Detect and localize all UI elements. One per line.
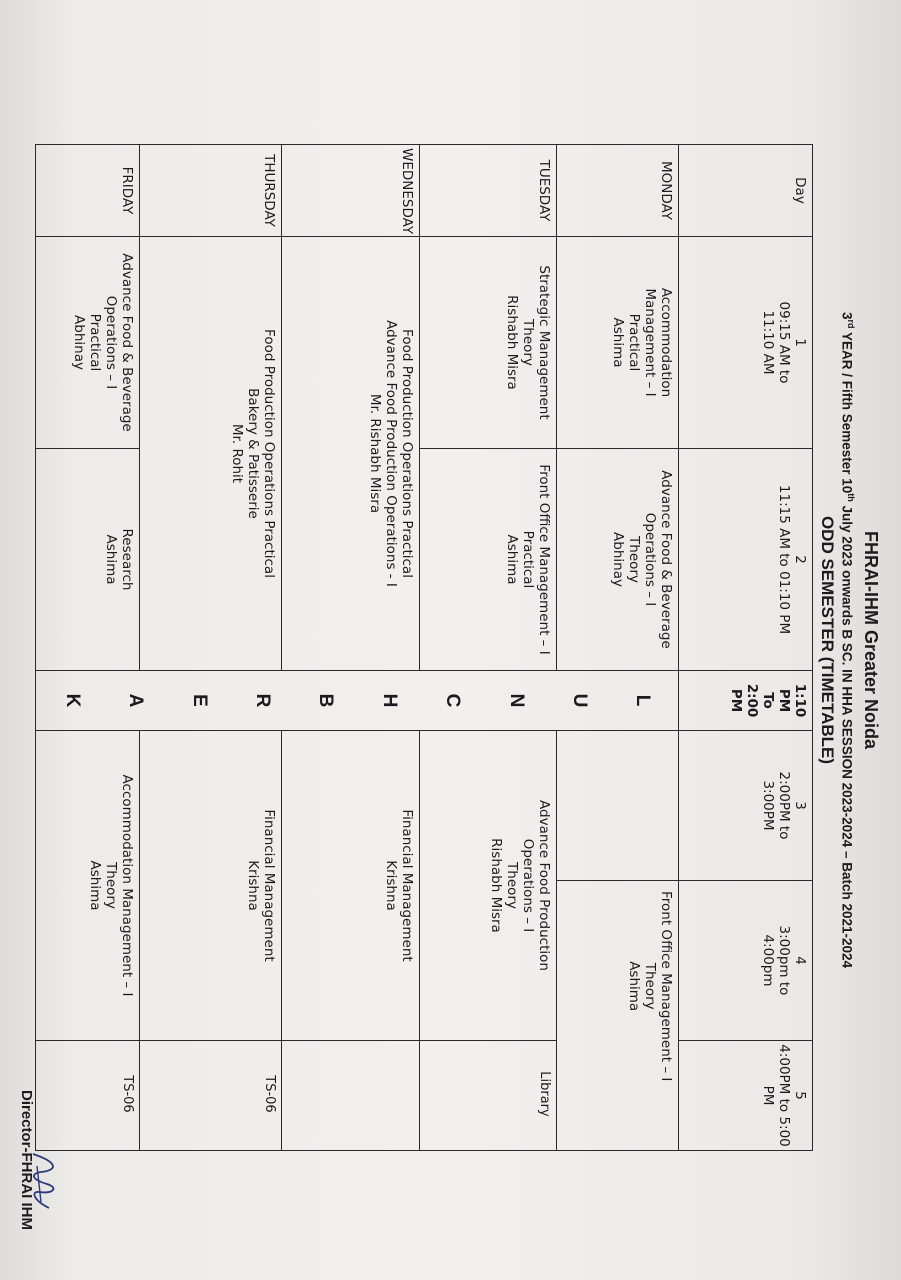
thursday-p5: TS-06 <box>140 1041 282 1151</box>
wednesday-row <box>282 145 420 1151</box>
period-3-header <box>679 731 813 881</box>
class-subject: Accommodation Management – I <box>119 774 135 997</box>
period-1-header <box>679 237 813 449</box>
class-teacher: Abhinay <box>610 532 626 587</box>
subtitle-sup: rd <box>846 319 856 329</box>
lunch-time: To <box>760 692 776 709</box>
period-number: 1 <box>792 338 808 347</box>
period-time: 2:00PM to <box>776 771 792 840</box>
subtitle-sup: th <box>846 493 856 502</box>
institute-title: FHRAI-IHM Greater Noida <box>861 530 881 750</box>
period-number: 4 <box>792 956 808 965</box>
class-teacher: Ashima <box>103 534 119 585</box>
class-teacher: Krishna <box>245 860 261 911</box>
day-monday: MONDAY <box>557 145 679 237</box>
class-subject: Operations – I <box>642 512 658 607</box>
friday-p3-p4 <box>36 731 140 1041</box>
tuesday-row <box>420 145 557 1151</box>
monday-row <box>557 145 679 1151</box>
tuesday-p5: Library <box>420 1041 557 1151</box>
class-subject: Research <box>119 528 135 591</box>
class-subject: Food Production Operations Practical <box>261 329 277 578</box>
class-subject: Advance Food & Beverage <box>658 470 674 649</box>
period-number: 2 <box>792 555 808 564</box>
period-number: 3 <box>792 801 808 810</box>
period-time: 3:00pm to <box>776 925 792 996</box>
friday-p5: TS-06 <box>36 1041 140 1151</box>
class-subject: Front Office Management – I <box>658 891 674 1082</box>
director-signature-label: Director-FHRAI IHM <box>18 1090 35 1231</box>
class-subject: Advance Food Production <box>536 800 552 971</box>
wednesday-p1-p2 <box>282 237 420 671</box>
class-subject: Operations – I <box>520 838 536 933</box>
lunch-letter: C <box>442 693 464 708</box>
class-teacher: Ashima <box>610 317 626 368</box>
class-teacher: Ashima <box>87 860 103 911</box>
day-wednesday: WEDNESDAY <box>282 145 420 237</box>
period-time: 4:00pm <box>760 934 776 987</box>
semester-title: ODD SEMESTER (TIMETABLE) <box>818 515 837 765</box>
class-teacher: Mr. Rohit <box>229 423 245 484</box>
monday-p3 <box>557 731 679 881</box>
class-teacher: Abhinay <box>71 315 87 370</box>
class-type: Theory <box>520 319 536 366</box>
monday-p4-p5 <box>557 881 679 1151</box>
thursday-row <box>140 145 282 1151</box>
header-row <box>679 145 813 1151</box>
class-subject: Strategic Management <box>536 265 552 420</box>
day-header: Day <box>679 145 813 237</box>
period-time: 11:10 AM <box>760 310 776 375</box>
period-2-header <box>679 449 813 671</box>
wednesday-p3-p4 <box>282 731 420 1041</box>
monday-p2 <box>557 449 679 671</box>
lunch-letter: B <box>315 693 337 708</box>
class-type: Practical <box>626 313 642 372</box>
period-time: 11:15 AM to 01:10 PM <box>776 484 792 635</box>
timetable <box>35 144 813 1151</box>
lunch-letter: U <box>568 693 590 708</box>
lunch-time: 2:00 <box>744 683 760 718</box>
period-5-header <box>679 1041 813 1151</box>
class-subject: Bakery & Patisserie <box>245 388 261 519</box>
class-subject: Front Office Management – I <box>536 464 552 655</box>
lunch-time: PM <box>728 688 744 713</box>
friday-row <box>36 145 140 1151</box>
thursday-p1-p2 <box>140 237 282 671</box>
period-time: 09:15 AM to <box>776 301 792 384</box>
class-subject: Food Production Operations Practical <box>399 329 415 578</box>
class-subject: Accommodation <box>658 287 674 398</box>
class-teacher: Mr. Rishabh Misra <box>367 393 383 514</box>
tuesday-p3-p4 <box>420 731 557 1041</box>
class-type: Theory <box>103 862 119 909</box>
lunch-time: 1:10 <box>792 683 808 718</box>
session-subtitle <box>840 0 857 1280</box>
period-time: PM <box>760 1085 776 1106</box>
class-subject: Operations – I <box>103 295 119 390</box>
subtitle-part: 3 <box>839 311 855 320</box>
monday-p1 <box>557 237 679 449</box>
lunch-letter: N <box>505 693 527 708</box>
lunch-letter: K <box>61 693 83 708</box>
lunch-letters <box>40 674 674 727</box>
lunch-letter: L <box>632 694 654 707</box>
class-subject: Financial Management <box>261 809 277 962</box>
lunch-letter: E <box>188 694 210 707</box>
class-type: Theory <box>642 962 658 1010</box>
period-time: 3:00PM <box>760 780 776 831</box>
lunch-break-column <box>36 671 679 731</box>
class-teacher: Ashima <box>504 534 520 585</box>
class-type: Practical <box>87 313 103 372</box>
friday-p1 <box>36 237 140 449</box>
period-time: 4:00PM to 5:00 <box>776 1044 792 1147</box>
period-4-header <box>679 881 813 1041</box>
class-type: Practical <box>520 530 536 589</box>
tuesday-p1 <box>420 237 557 449</box>
thursday-p3-p4 <box>140 731 282 1041</box>
class-subject: Financial Management <box>399 809 415 962</box>
lunch-letter: A <box>125 693 147 708</box>
class-type: Theory <box>626 536 642 583</box>
day-friday: FRIDAY <box>36 145 140 237</box>
class-subject: Advance Food Production Operations - I <box>383 320 399 587</box>
lunch-header <box>679 671 813 731</box>
subtitle-part: July 2023 onwards B SC. IN HHA SESSION 2023-2024 – Batch 2021-2024 <box>839 501 855 969</box>
class-teacher: Rishabh Misra <box>504 295 520 390</box>
class-type: Theory <box>504 862 520 909</box>
lunch-time: PM <box>776 688 792 713</box>
class-teacher: Krishna <box>383 860 399 911</box>
wednesday-p5 <box>282 1041 420 1151</box>
class-subject: Management – I <box>642 288 658 397</box>
period-number: 5 <box>792 1091 808 1100</box>
friday-p2 <box>36 449 140 671</box>
day-thursday: THURSDAY <box>140 145 282 237</box>
subtitle-part: YEAR / Fifth Semester 10 <box>839 328 855 494</box>
day-tuesday: TUESDAY <box>420 145 557 237</box>
monday-p4-p5-content <box>626 891 674 1081</box>
tuesday-p2 <box>420 449 557 671</box>
lunch-letter: H <box>378 693 400 708</box>
lunch-letter: R <box>251 693 273 708</box>
class-teacher: Rishabh Misra <box>488 838 504 933</box>
class-subject: Advance Food & Beverage <box>119 253 135 432</box>
class-teacher: Ashima <box>626 961 642 1012</box>
signature-scribble <box>19 1148 63 1218</box>
